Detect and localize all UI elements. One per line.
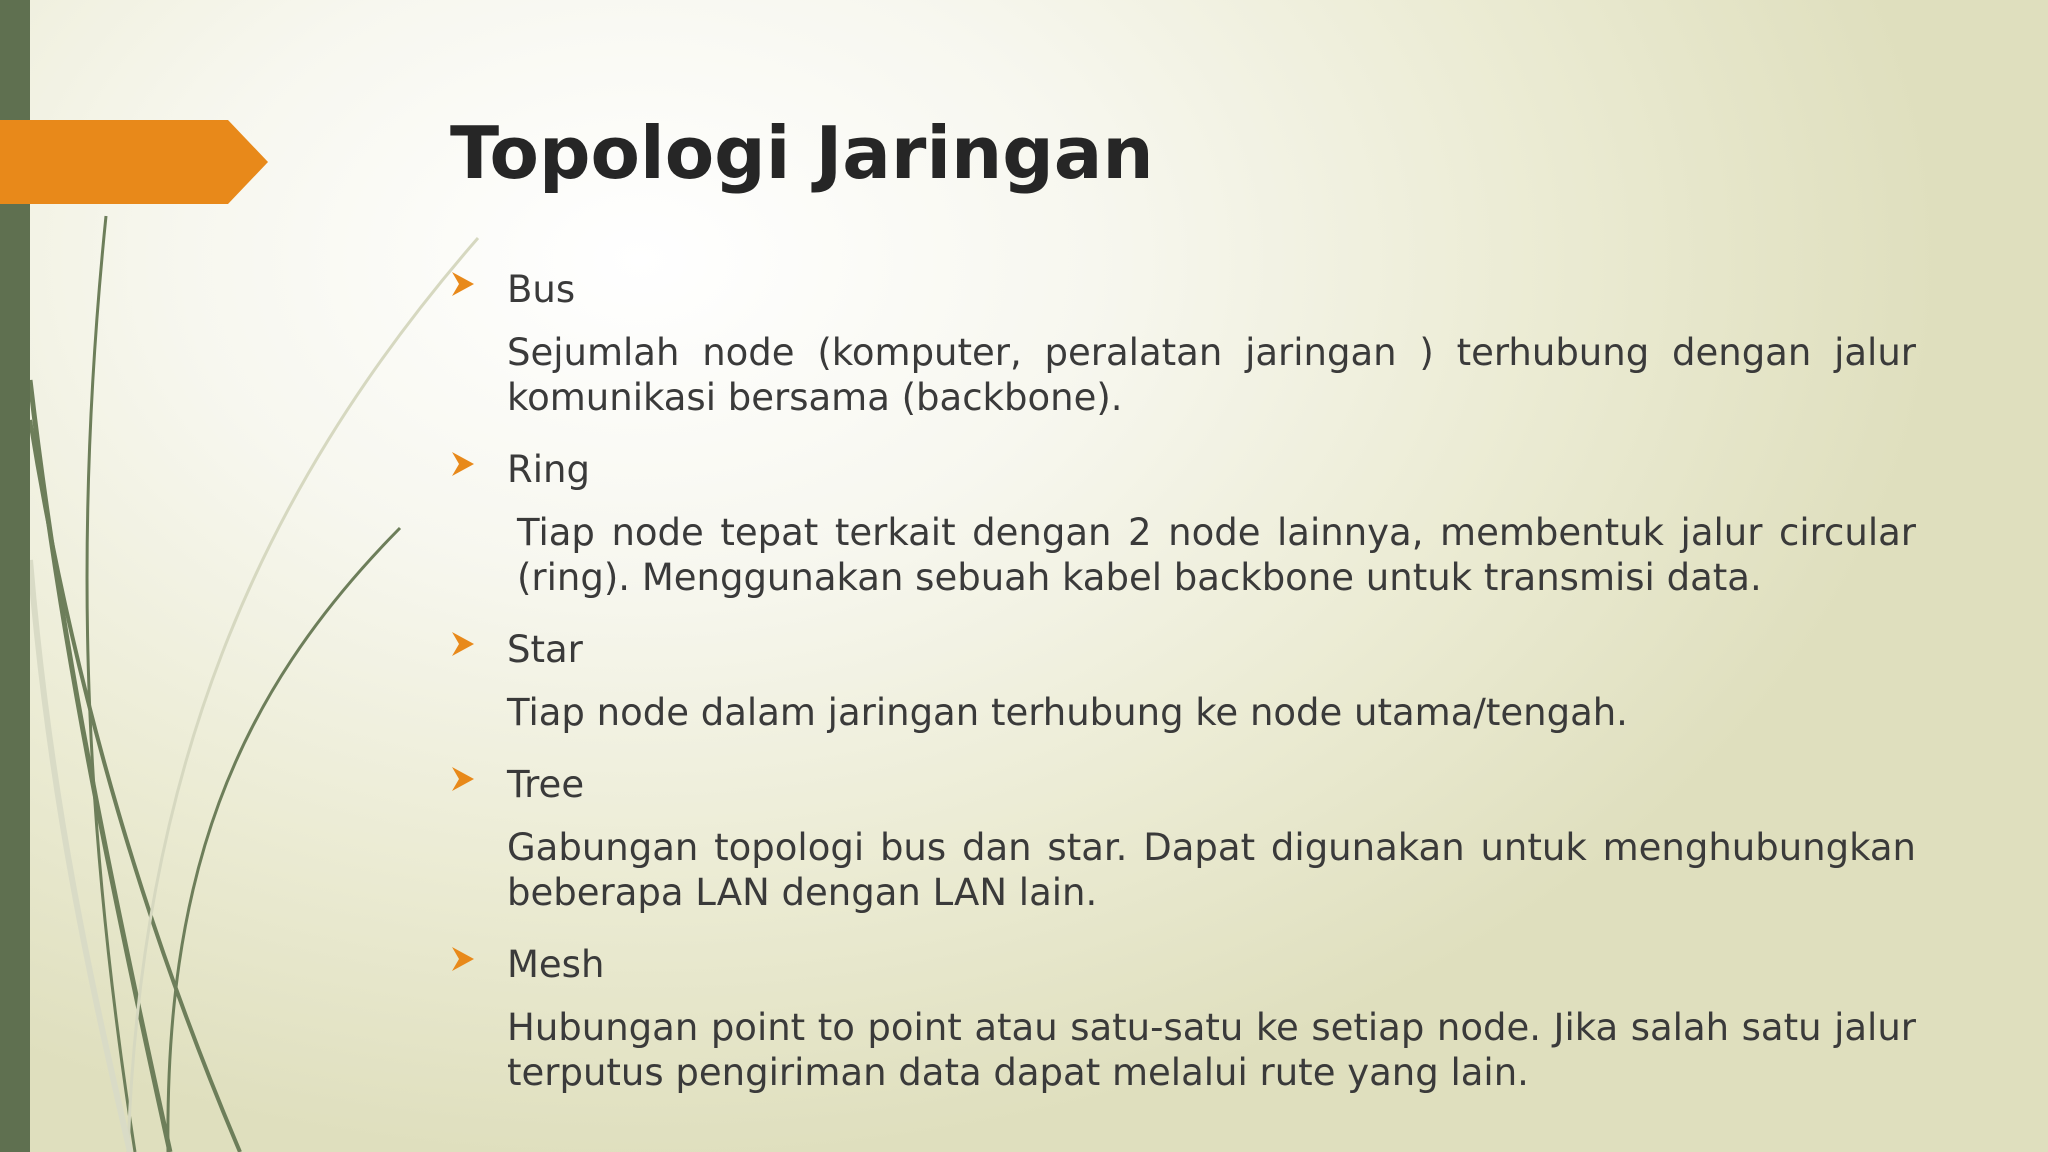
bullet-description: Sejumlah node (komputer, peralatan jaringan ) terhubung dengan jalur komunikasi bersama (backbone). <box>507 331 1916 419</box>
list-item-ring <box>450 442 1916 600</box>
orange-arrow-tab <box>0 120 270 204</box>
arrowhead-bullet-icon <box>450 945 476 973</box>
bullet-label: Mesh <box>507 943 605 986</box>
bullet-label: Tree <box>507 763 585 806</box>
slide-title: Topologi Jaringan <box>450 111 1154 195</box>
list-item-star <box>450 622 1916 735</box>
arrowhead-bullet-icon <box>450 450 476 478</box>
bullet-description: Tiap node dalam jaringan terhubung ke node utama/tengah. <box>507 691 1628 734</box>
topology-list <box>450 262 1916 1117</box>
list-item-bus <box>450 262 1916 420</box>
arrowhead-bullet-icon <box>450 630 476 658</box>
arrowhead-bullet-icon <box>450 765 476 793</box>
bullet-description: Hubungan point to point atau satu-satu ke setiap node. Jika salah satu jalur terputus pengiriman data dapat melalui rute yang lain. <box>507 1006 1916 1094</box>
list-item-tree <box>450 757 1916 915</box>
bullet-description: Gabungan topologi bus dan star. Dapat digunakan untuk menghubungkan beberapa LAN dengan LAN lain. <box>507 826 1916 914</box>
bullet-label: Bus <box>507 268 576 311</box>
bullet-label: Star <box>507 628 583 671</box>
bullet-label: Ring <box>507 448 590 491</box>
arrowhead-bullet-icon <box>450 270 476 298</box>
bullet-description: Tiap node tepat terkait dengan 2 node lainnya, membentuk jalur circular (ring). Menggunakan sebuah kabel backbone untuk transmisi data. <box>517 511 1916 599</box>
list-item-mesh <box>450 937 1916 1095</box>
